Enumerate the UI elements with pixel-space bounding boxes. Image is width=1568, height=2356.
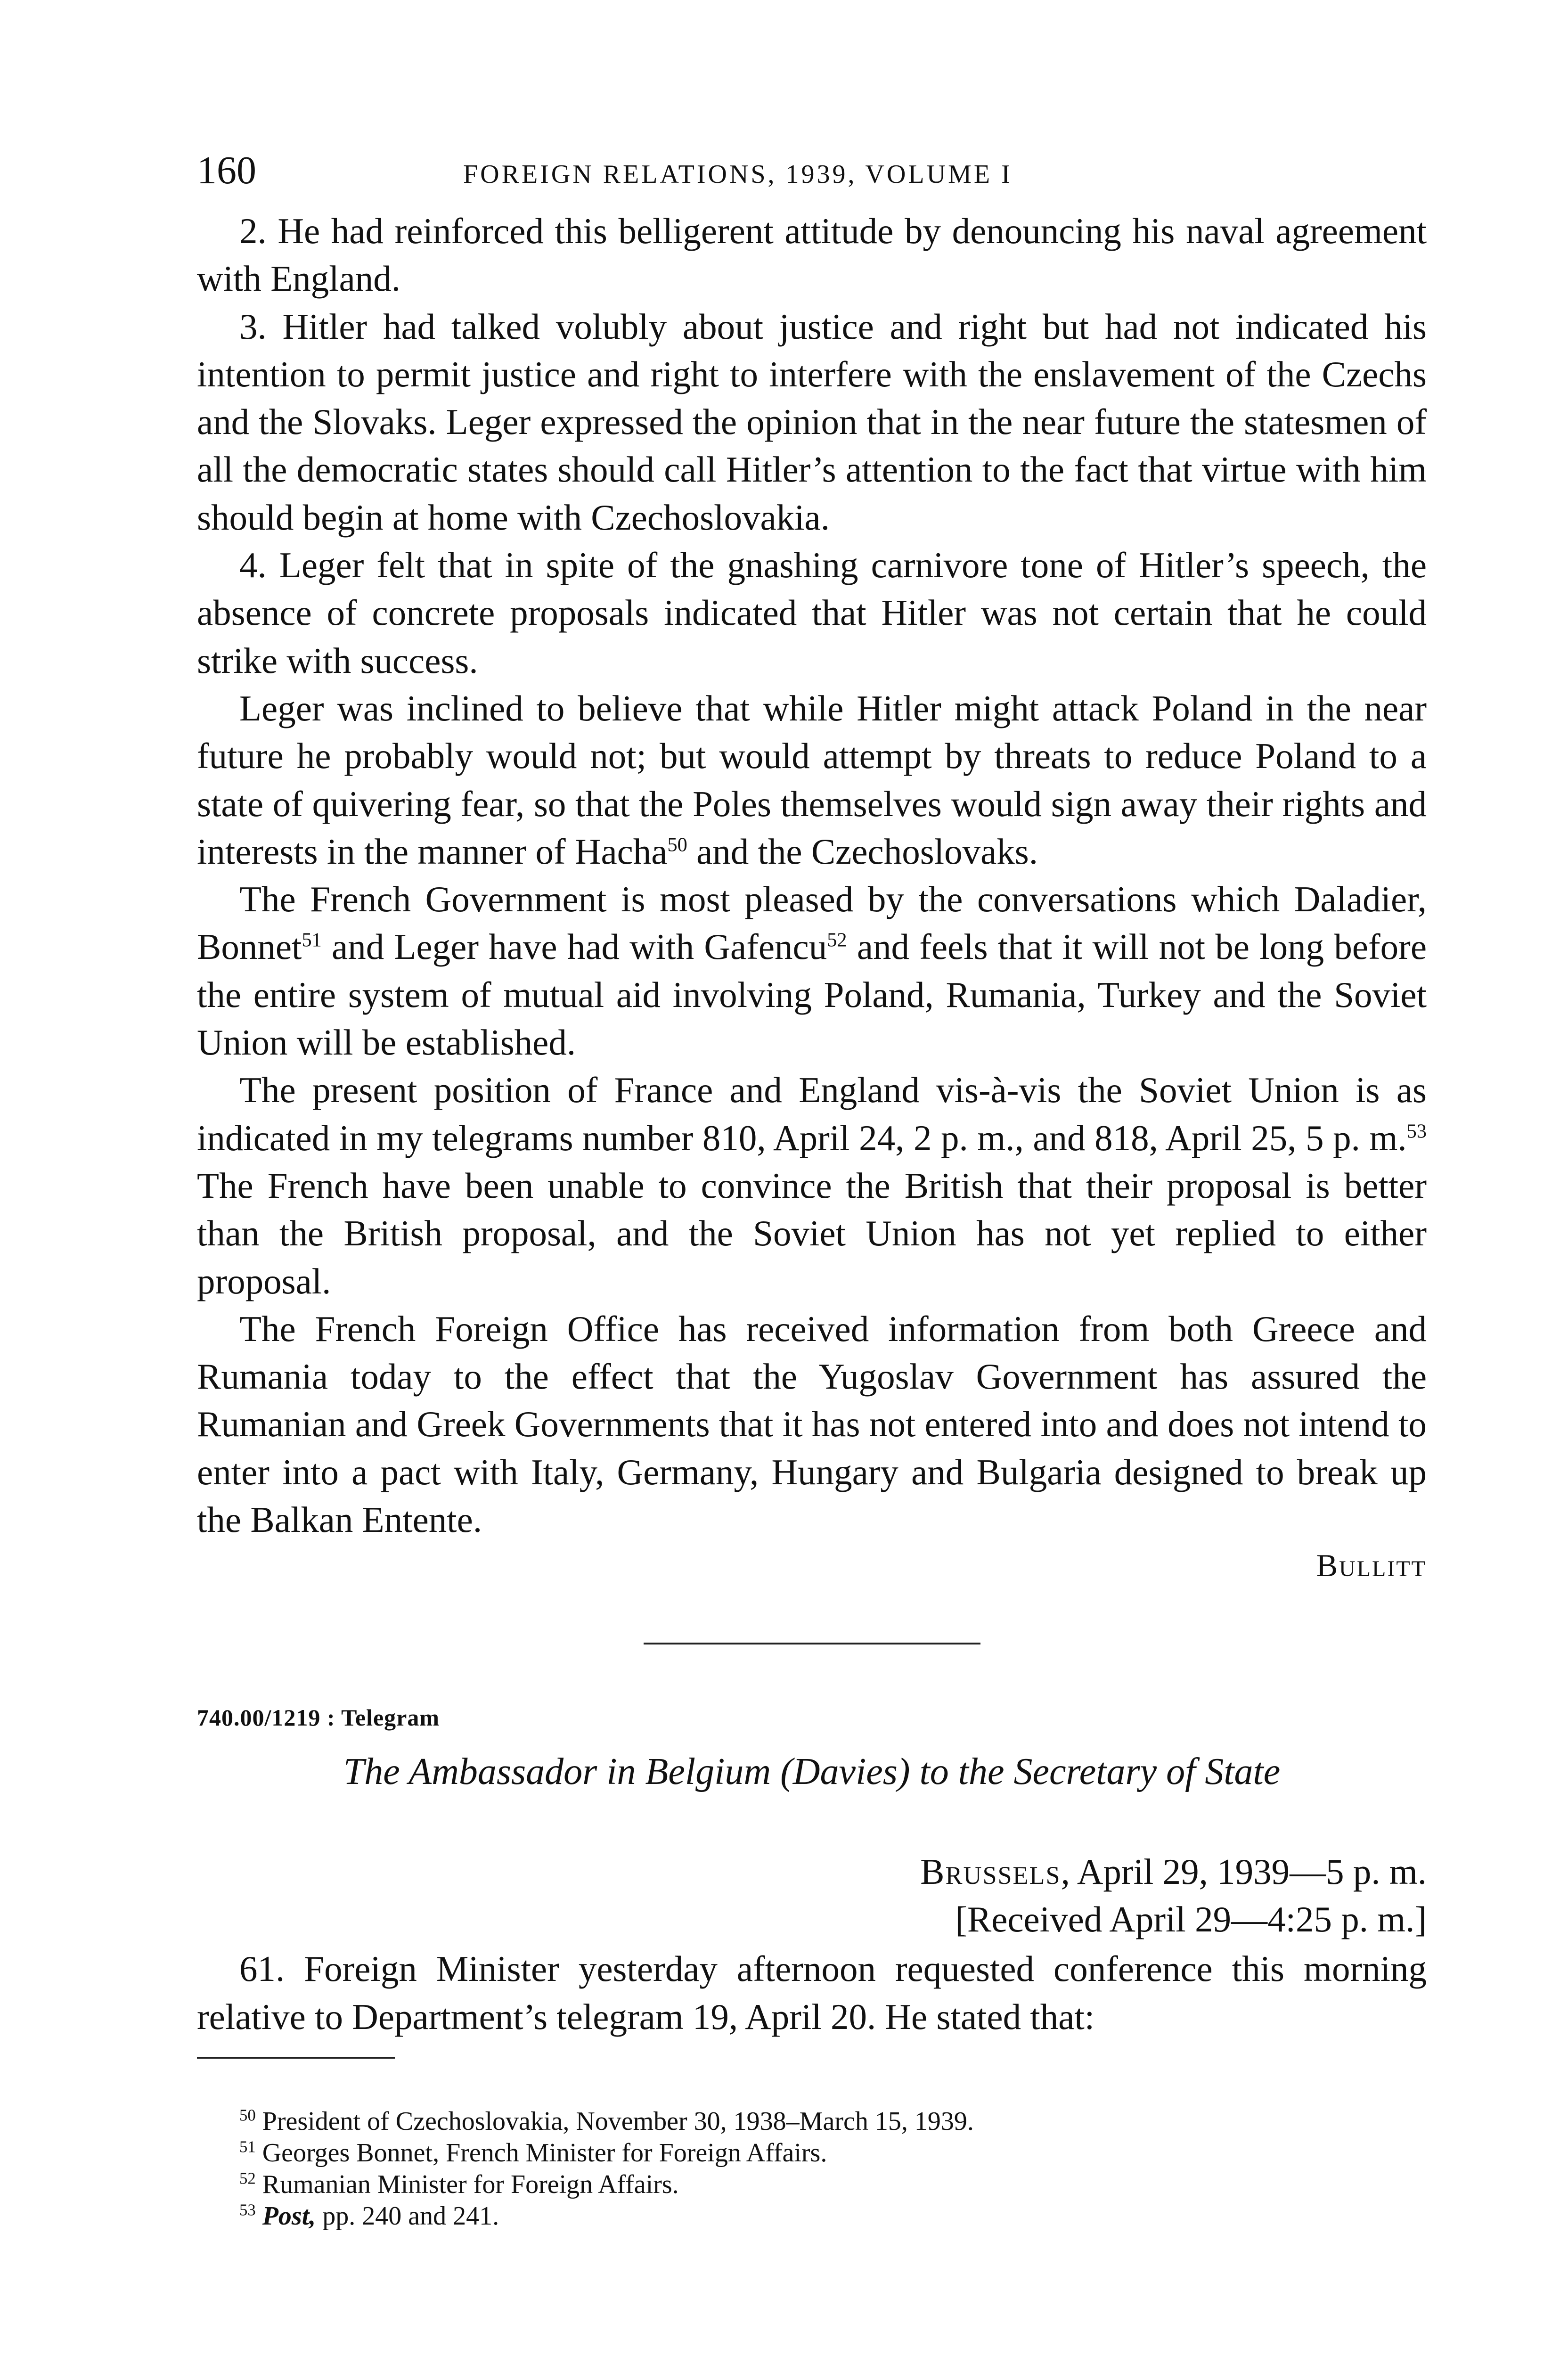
footnote-52 (197, 2169, 1427, 2201)
footnote-mark: 51 (239, 2137, 256, 2156)
running-head (197, 148, 1427, 207)
footnote-mark: 50 (239, 2106, 256, 2125)
paragraph-6 (197, 875, 1427, 1066)
footnote-mark: 52 (239, 2169, 256, 2188)
footnote-text: President of Czechoslovakia, November 30, 1938–March 15, 1939. (262, 2106, 974, 2136)
footnotes (197, 2106, 1427, 2232)
running-title: FOREIGN RELATIONS, 1939, VOLUME I (463, 160, 1013, 189)
footnote-50 (197, 2106, 1427, 2137)
footnote-ref-53: 53 (1406, 1120, 1427, 1142)
footnote-ref-51: 51 (302, 929, 322, 951)
telegram-title: The Ambassador in Belgium (Davies) to the Secretary of State (343, 1751, 1281, 1792)
footnote-ref-52: 52 (827, 929, 847, 951)
signature: Bullitt (1316, 1547, 1427, 1584)
footnote-mark: 53 (239, 2201, 256, 2219)
dispatch-body (197, 207, 1427, 1544)
footnote-53 (197, 2201, 1427, 2232)
paragraph-7-text-b: The French have been unable to convince the British that their proposal is better than the British proposal, and the Soviet Union has not yet replied to either proposal. (197, 1165, 1427, 1301)
paragraph-5-text: Leger was inclined to believe that while Hitler might attack Poland in the near future he probably would not; but would attempt by threats to reduce Poland to a state of quivering fear, so that the Poles themselves would sign away their rights and interests in the manner of Hacha (197, 687, 1427, 872)
paragraph-8: The French Foreign Office has received information from both Greece and Rumania today to the effect that the Yugoslav Government has assured the Rumanian and Greek Governments that it has not entered into and does not intend to enter into a pact with Italy, Germany, Hungary and Bulgaria designed to break up the Balkan Entente. (197, 1308, 1427, 1540)
footnote-text: Rumanian Minister for Foreign Affairs. (262, 2169, 679, 2199)
page-number: 160 (197, 148, 256, 192)
dateline (197, 1848, 1427, 1944)
footnote-italic-text: Post, (262, 2201, 316, 2231)
file-number: 740.00/1219 : Telegram (197, 1704, 440, 1731)
paragraph-4: 4. Leger felt that in spite of the gnashing carnivore tone of Hitler’s speech, the absence of concrete proposals indicated that Hitler was not certain that he could strike with success. (197, 545, 1427, 681)
footnote-ref-50: 50 (667, 834, 687, 856)
telegram-paragraph: 61. Foreign Minister yesterday afternoon requested conference this morning relative to Department’s telegram 19, April 20. He stated that: (197, 1948, 1427, 2037)
paragraph-5-text-end: and the Czechoslovaks. (687, 831, 1038, 872)
footnote-text: Georges Bonnet, French Minister for Foreign Affairs. (262, 2138, 827, 2168)
paragraph-6-text-c: and feels that it will not be long before the entire system of mutual aid involving Poland, Rumania, Turkey and the Soviet Union will be established. (197, 926, 1427, 1063)
footnote-51 (197, 2137, 1427, 2169)
paragraph-2: 2. He had reinforced this belligerent attitude by denouncing his naval agreement with England. (197, 211, 1427, 299)
dateline-received: [Received April 29—4:25 p. m.] (955, 1898, 1427, 1939)
paragraph-3: 3. Hitler had talked volubly about justice and right but had not indicated his intention to permit justice and right to interfere with the enslavement of the Czechs and the Slovaks. Leger expressed the opinion that in the near future the statesmen of all the democratic states should call Hitler’s attention to the fact that virtue with him should begin at home with Czechoslovakia. (197, 306, 1427, 538)
footnote-text: pp. 240 and 241. (316, 2201, 499, 2231)
dateline-place: Brussels (920, 1851, 1061, 1892)
section-divider (644, 1643, 980, 1644)
document-page (197, 148, 1427, 2232)
dateline-sent (197, 1848, 1427, 1896)
telegram-body (197, 1945, 1427, 2041)
footnote-rule (197, 2057, 395, 2059)
paragraph-7 (197, 1066, 1427, 1305)
paragraph-6-text-b: and Leger have had with Gafencu (321, 926, 827, 967)
paragraph-5 (197, 685, 1427, 875)
dateline-date: , April 29, 1939—5 p. m. (1061, 1851, 1427, 1892)
paragraph-7-text-a: The present position of France and England vis-à-vis the Soviet Union is as indicated in my telegrams number 810, April 24, 2 p. m., and 818, April 25, 5 p. m. (197, 1070, 1427, 1158)
paragraph-6-text-a: The French Government is most pleased by the conversations which Daladier, Bonnet (197, 879, 1427, 967)
